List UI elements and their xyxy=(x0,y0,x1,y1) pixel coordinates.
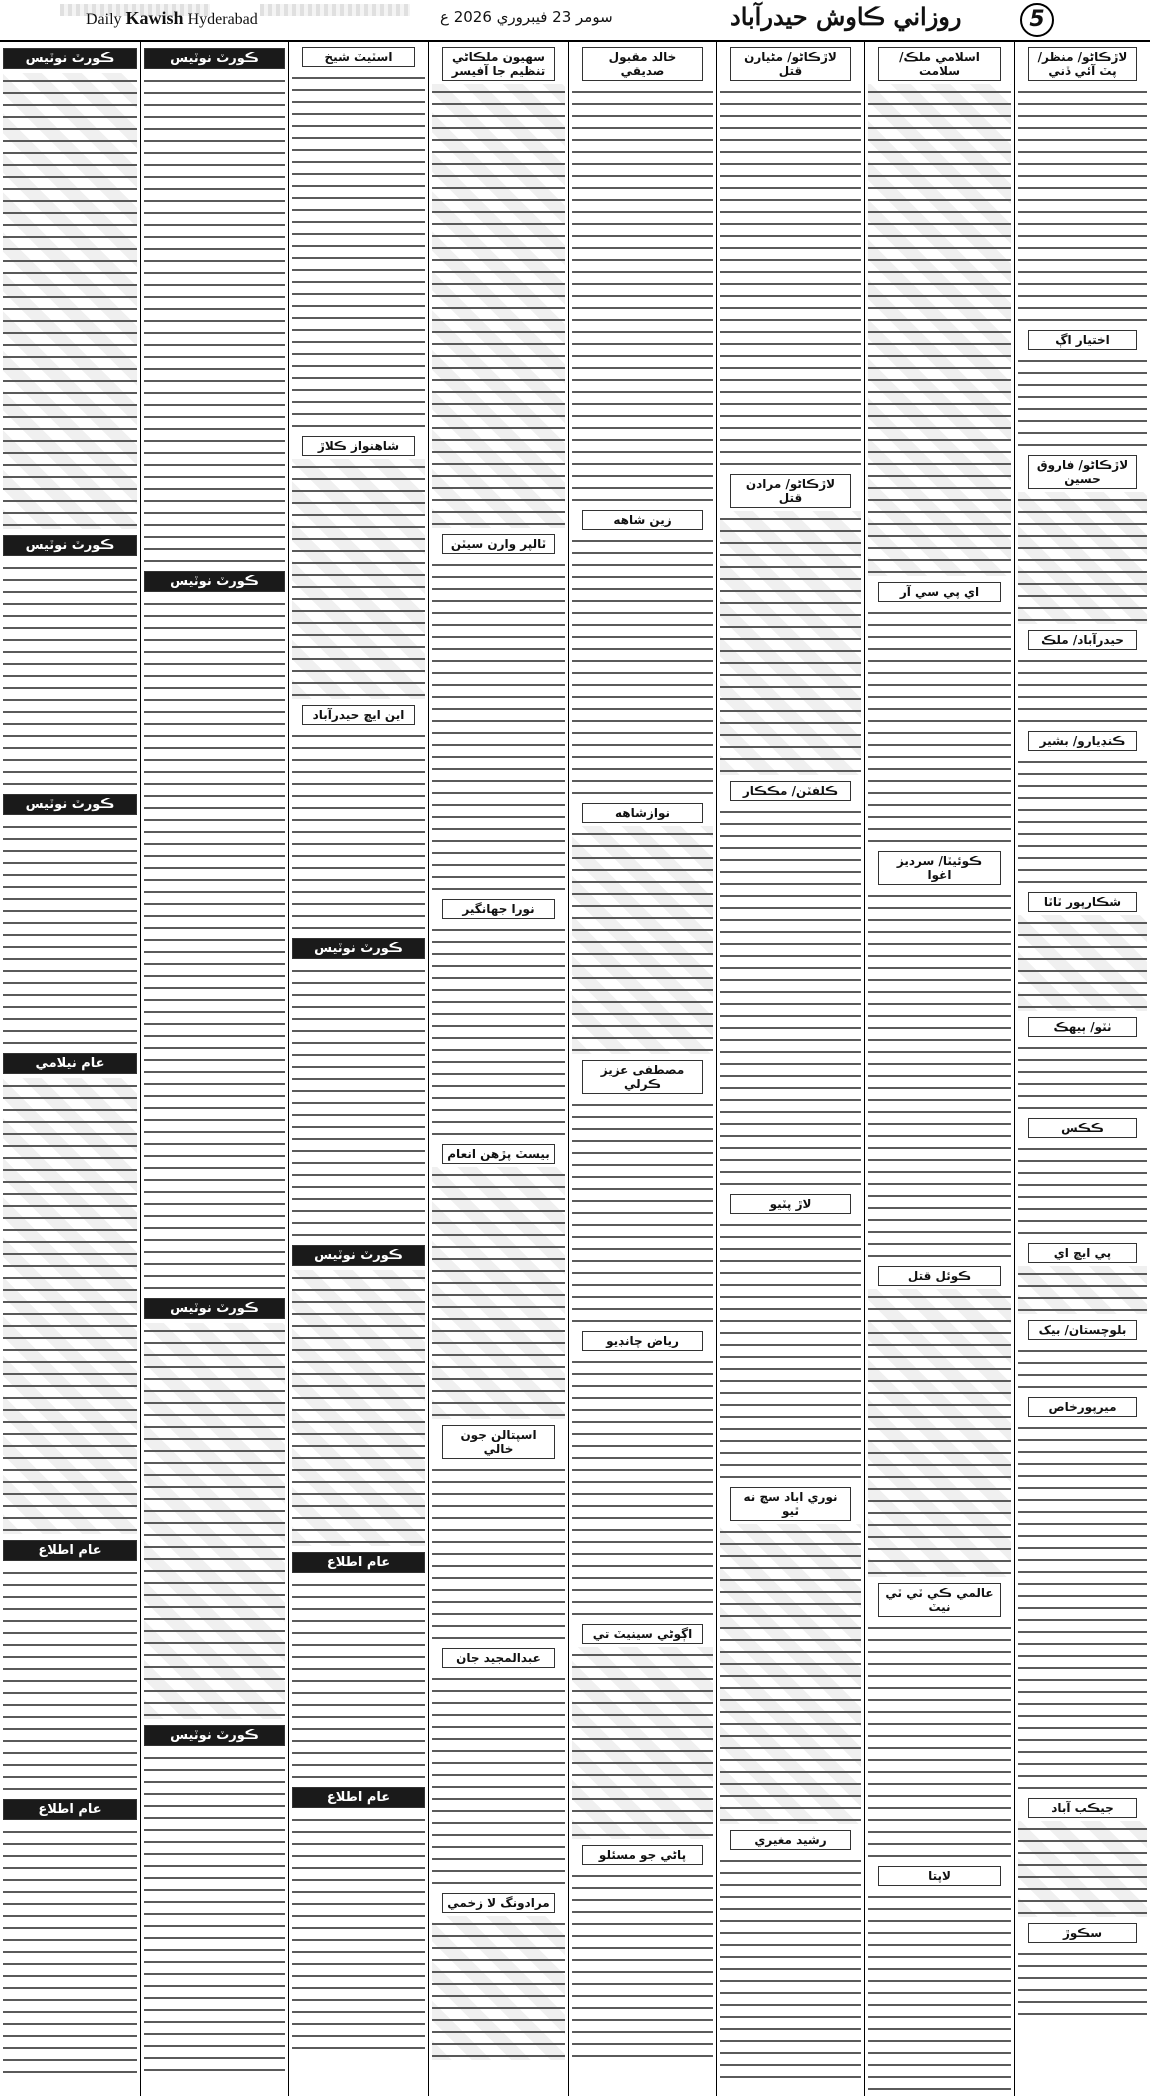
article-block xyxy=(1018,1320,1147,1391)
article-headline: بيسٽ پڙهن انعام xyxy=(442,1144,555,1164)
article-headline: بلوچستان/ بيک xyxy=(1028,1320,1137,1340)
article-headline: عام اطلاع xyxy=(292,1787,425,1808)
article-headline: اسلامي ملڪ/ سلامت xyxy=(878,47,1001,81)
article-body-text xyxy=(432,1671,565,1887)
article-block xyxy=(1018,1118,1147,1237)
article-headline: ڪورٽ نوٽيس xyxy=(144,1725,285,1746)
article-body-text xyxy=(572,533,713,797)
article-body-text xyxy=(1018,1946,1147,2018)
paper-brand: Kawish xyxy=(125,8,184,28)
article-body-text xyxy=(432,922,565,1138)
article-body-text xyxy=(3,560,137,788)
article-body-text xyxy=(432,1167,565,1419)
article-block xyxy=(292,436,425,699)
article-body-text xyxy=(868,1889,1011,2093)
article-block xyxy=(572,1624,713,1839)
article-body-text xyxy=(868,605,1011,845)
article-headline: شڪارپور ٽاٽا xyxy=(1028,892,1137,912)
article-block xyxy=(432,47,565,528)
article-body-text xyxy=(144,1323,285,1719)
column-6 xyxy=(716,42,864,2096)
article-block xyxy=(432,1144,565,1419)
article-body-text xyxy=(720,1217,861,1481)
article-body-text xyxy=(1018,1343,1147,1391)
article-block xyxy=(292,1552,425,1781)
article-block xyxy=(572,1060,713,1325)
masthead-strip-mid xyxy=(260,4,410,16)
article-block xyxy=(572,47,713,504)
article-headline: ڪوئيٽا/ سرديز اغوا xyxy=(878,851,1001,885)
article-block xyxy=(1018,892,1147,1011)
article-body-text xyxy=(1018,1266,1147,1314)
article-block xyxy=(1018,1243,1147,1314)
article-block xyxy=(3,1799,137,2076)
article-headline: نوازشاهه xyxy=(582,803,703,823)
article-headline: شاهنواز ڪلاڙ xyxy=(302,436,415,456)
article-headline: لاڙڪاڻو/ منظر/ پٽ آئي ڏني xyxy=(1028,47,1137,81)
article-body-text xyxy=(572,1647,713,1839)
column-7 xyxy=(864,42,1014,2096)
article-body-text xyxy=(1018,754,1147,886)
article-headline: لاڙڪاڻو/ مڻيارن قتل xyxy=(730,47,851,81)
article-headline: عام اطلاع xyxy=(3,1540,137,1561)
column-2 xyxy=(140,42,288,2096)
article-body-text xyxy=(292,1270,425,1546)
article-headline: ٽالپر وارن سيٽن xyxy=(442,534,555,554)
article-headline: اي پي سي آر xyxy=(878,582,1001,602)
article-headline: ڪلفٽن/ مڪڪار xyxy=(730,781,851,801)
article-block xyxy=(3,48,137,529)
article-headline: ڪورٽ نوٽيس xyxy=(144,1298,285,1319)
article-body-text xyxy=(144,596,285,1292)
article-headline: ڪنڊيارو/ بشير xyxy=(1028,731,1137,751)
article-body-text xyxy=(720,84,861,468)
article-block xyxy=(3,794,137,1047)
article-body-text xyxy=(292,963,425,1239)
article-headline: اختيار اڳ xyxy=(1028,330,1137,350)
article-body-text xyxy=(572,1097,713,1325)
article-headline: ڪورٽ نوٽيس xyxy=(3,48,137,69)
article-body-text xyxy=(868,1620,1011,1860)
article-block xyxy=(720,474,861,775)
article-body-text xyxy=(432,557,565,893)
article-headline: لاڙ پٽيو xyxy=(730,1194,851,1214)
article-headline: ڪورٽ نوٽيس xyxy=(292,1245,425,1266)
column-3 xyxy=(288,42,428,2096)
article-headline: ڪورٽ نوٽيس xyxy=(3,794,137,815)
article-block xyxy=(572,803,713,1054)
article-headline: لاڙڪاڻو/ مرادن قتل xyxy=(730,474,851,508)
article-headline: عالمي ڪي ٽي ٽي نيٽ xyxy=(878,1583,1001,1617)
article-block xyxy=(1018,1017,1147,1112)
article-headline: رياض چانڊيو xyxy=(582,1331,703,1351)
article-block xyxy=(1018,1798,1147,1917)
page-number: 5 xyxy=(1020,3,1054,37)
article-block xyxy=(292,1245,425,1546)
article-body-text xyxy=(1018,1141,1147,1237)
article-body-text xyxy=(1018,1040,1147,1112)
paper-city: Hyderabad xyxy=(187,11,258,28)
article-headline: حيدرآباد/ ملڪ xyxy=(1028,630,1137,650)
article-body-text xyxy=(572,826,713,1054)
article-block xyxy=(572,1845,713,2060)
article-headline: ڪوئل قتل xyxy=(878,1266,1001,1286)
article-headline: زين شاهه xyxy=(582,510,703,530)
article-headline: لاپتا xyxy=(878,1866,1001,1886)
article-body-text xyxy=(572,84,713,504)
article-body-text xyxy=(1018,1821,1147,1917)
article-body-text xyxy=(3,73,137,529)
article-headline: ڪورٽ نوٽيس xyxy=(3,535,137,556)
article-headline: اسٽيٽ شيخ xyxy=(302,47,415,67)
article-headline: جيڪب آباد xyxy=(1028,1798,1137,1818)
article-body-text xyxy=(868,888,1011,1260)
article-block xyxy=(1018,630,1147,725)
paper-prefix: Daily xyxy=(86,11,122,28)
article-headline: ڪورٽ نوٽيس xyxy=(292,938,425,959)
article-body-text xyxy=(292,70,425,430)
article-block xyxy=(144,1725,285,2074)
column-8 xyxy=(1014,42,1150,2096)
article-block xyxy=(720,1194,861,1481)
article-headline: اسپتالن جون خالي xyxy=(442,1425,555,1459)
article-headline: عام اطلاع xyxy=(292,1552,425,1573)
column-5 xyxy=(568,42,716,2096)
article-block xyxy=(3,1053,137,1534)
article-body-text xyxy=(720,1853,861,2081)
article-headline: ميرپورخاص xyxy=(1028,1397,1137,1417)
article-block xyxy=(144,48,285,565)
article-block xyxy=(572,510,713,797)
article-block xyxy=(720,47,861,468)
article-block xyxy=(868,582,1011,845)
article-block xyxy=(1018,330,1147,449)
masthead-date: سومر 23 فيبروري 2026 ع xyxy=(440,8,613,26)
article-headline: اڳوڻي سينيٽ تي xyxy=(582,1624,703,1644)
article-body-text xyxy=(144,1750,285,2074)
article-headline: پي ايڇ اي xyxy=(1028,1243,1137,1263)
article-body-text xyxy=(720,1524,861,1824)
article-headline: اين ايڇ حيدرآباد xyxy=(302,705,415,725)
article-block xyxy=(432,1425,565,1642)
article-block xyxy=(432,534,565,893)
article-body-text xyxy=(3,1824,137,2076)
article-headline: نورا جهانگير xyxy=(442,899,555,919)
article-headline: عام اطلاع xyxy=(3,1799,137,1820)
article-body-text xyxy=(292,459,425,699)
article-block xyxy=(868,1866,1011,2093)
article-block xyxy=(3,1540,137,1793)
article-block xyxy=(3,535,137,788)
article-block xyxy=(1018,731,1147,886)
article-block xyxy=(292,938,425,1239)
article-headline: نوري اباد سچ نه ٿيو xyxy=(730,1487,851,1521)
article-body-text xyxy=(720,511,861,775)
article-block xyxy=(1018,1397,1147,1792)
article-block xyxy=(1018,47,1147,324)
article-block xyxy=(868,1266,1011,1577)
article-block xyxy=(144,1298,285,1719)
article-headline: ٺٽو/ ٻيهڪ xyxy=(1028,1017,1137,1037)
column-4 xyxy=(428,42,568,2096)
article-body-text xyxy=(868,84,1011,576)
article-block xyxy=(292,705,425,932)
article-block xyxy=(432,899,565,1138)
article-block xyxy=(432,1893,565,2060)
article-headline: ڪورٽ نوٽيس xyxy=(144,48,285,69)
article-block xyxy=(868,1583,1011,1860)
article-headline: ڪورٽ نوٽيس xyxy=(144,571,285,592)
article-block xyxy=(572,1331,713,1618)
article-body-text xyxy=(432,84,565,528)
article-body-text xyxy=(868,1289,1011,1577)
article-body-text xyxy=(1018,492,1147,624)
article-body-text xyxy=(292,1812,425,2052)
masthead xyxy=(0,0,1150,42)
article-block xyxy=(292,47,425,430)
paper-english-name xyxy=(86,8,258,29)
article-block xyxy=(720,1830,861,2081)
article-body-text xyxy=(3,1078,137,1534)
article-block xyxy=(720,1487,861,1824)
article-headline: سڪوڙ xyxy=(1028,1923,1137,1943)
article-headline: رشيد مغيري xyxy=(730,1830,851,1850)
masthead-title: روزاني ڪاوش حيدرآباد xyxy=(730,2,962,31)
article-body-text xyxy=(3,819,137,1047)
article-headline: خالد مقبول صديقي xyxy=(582,47,703,81)
article-body-text xyxy=(432,1916,565,2060)
article-body-text xyxy=(1018,915,1147,1011)
article-body-text xyxy=(432,1462,565,1642)
article-headline: عام نيلامي xyxy=(3,1053,137,1074)
article-body-text xyxy=(292,1577,425,1781)
article-body-text xyxy=(1018,84,1147,324)
article-body-text xyxy=(3,1565,137,1793)
article-block xyxy=(868,47,1011,576)
article-headline: ڪڪس xyxy=(1028,1118,1137,1138)
column-1 xyxy=(0,42,140,2096)
article-headline: سهيون ملڪاڻي تنظيم جا آفيسر xyxy=(442,47,555,81)
article-body-text xyxy=(572,1868,713,2060)
article-block xyxy=(1018,455,1147,624)
article-body-text xyxy=(1018,353,1147,449)
article-body-text xyxy=(144,73,285,565)
article-block xyxy=(868,851,1011,1260)
article-headline: عبدالمجيد جان xyxy=(442,1648,555,1668)
article-body-text xyxy=(292,728,425,932)
article-headline: پاڻي جو مسئلو xyxy=(582,1845,703,1865)
article-body-text xyxy=(1018,653,1147,725)
article-block xyxy=(432,1648,565,1887)
article-block xyxy=(720,781,861,1188)
article-headline: مرادونگ لا زخمي xyxy=(442,1893,555,1913)
article-block xyxy=(292,1787,425,2052)
article-body-text xyxy=(1018,1420,1147,1792)
article-body-text xyxy=(572,1354,713,1618)
article-headline: لاڙڪاڻو/ فاروق حسين xyxy=(1028,455,1137,489)
article-block xyxy=(144,571,285,1292)
article-block xyxy=(1018,1923,1147,2018)
article-body-text xyxy=(720,804,861,1188)
article-headline: مصطفى عزيز ڪرلي xyxy=(582,1060,703,1094)
